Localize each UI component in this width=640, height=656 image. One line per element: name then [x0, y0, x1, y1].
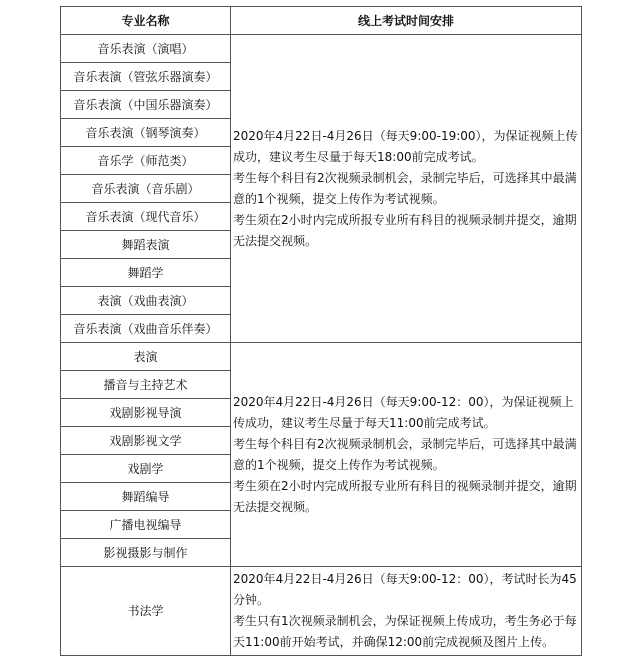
exam-schedule-table [60, 6, 582, 656]
schedule-paragraph: 2020年4月22日-4月26日（每天9:00-19:00），为保证视频上传成功，建议考生尽量于每天18:00前完成考试。 [233, 128, 578, 164]
schedule-cell [231, 343, 582, 567]
schedule-paragraph: 考生每个科目有2次视频录制机会，录制完毕后，可选择其中最满意的1个视频，提交上传作为考试视频。 [233, 170, 577, 206]
major-name-cell: 表演（戏曲表演） [61, 287, 231, 315]
schedule-paragraph: 2020年4月22日-4月26日（每天9:00-12：00），考试时长为45分钟。 [233, 572, 577, 607]
table-body [61, 35, 582, 656]
major-name-cell: 音乐表演（中国乐器演奏） [61, 91, 231, 119]
table-row [61, 35, 582, 63]
header-major-name: 专业名称 [61, 7, 231, 35]
major-name-cell: 表演 [61, 343, 231, 371]
major-name-cell: 音乐学（师范类） [61, 147, 231, 175]
major-name-cell: 舞蹈表演 [61, 231, 231, 259]
table-row [61, 567, 582, 656]
major-name-cell: 戏剧影视导演 [61, 399, 231, 427]
header-schedule: 线上考试时间安排 [231, 7, 582, 35]
major-name-cell: 播音与主持艺术 [61, 371, 231, 399]
schedule-cell [231, 567, 582, 656]
major-name-cell: 戏剧影视文学 [61, 427, 231, 455]
major-name-cell: 戏剧学 [61, 455, 231, 483]
major-name-cell: 书法学 [61, 567, 231, 656]
schedule-paragraph: 考生只有1次视频录制机会，为保证视频上传成功，考生务必于每天11:00前开始考试，并确保12:00前完成视频及图片上传。 [233, 614, 577, 649]
major-name-cell: 舞蹈学 [61, 259, 231, 287]
header-row [61, 7, 582, 35]
schedule-cell [231, 35, 582, 343]
major-name-cell: 舞蹈编导 [61, 483, 231, 511]
major-name-cell: 音乐表演（音乐剧） [61, 175, 231, 203]
schedule-paragraph: 考生每个科目有2次视频录制机会，录制完毕后，可选择其中最满意的1个视频，提交上传作为考试视频。 [233, 436, 577, 472]
major-name-cell: 广播电视编导 [61, 511, 231, 539]
schedule-paragraph: 考生须在2小时内完成所报专业所有科目的视频录制并提交，逾期无法提交视频。 [233, 478, 577, 514]
major-name-cell: 音乐表演（钢琴演奏） [61, 119, 231, 147]
major-name-cell: 音乐表演（演唱） [61, 35, 231, 63]
major-name-cell: 音乐表演（管弦乐器演奏） [61, 63, 231, 91]
major-name-cell: 影视摄影与制作 [61, 539, 231, 567]
exam-schedule-document [60, 6, 582, 656]
schedule-paragraph: 考生须在2小时内完成所报专业所有科目的视频录制并提交，逾期无法提交视频。 [233, 212, 577, 248]
table-row [61, 343, 582, 371]
major-name-cell: 音乐表演（现代音乐） [61, 203, 231, 231]
major-name-cell: 音乐表演（戏曲音乐伴奏） [61, 315, 231, 343]
schedule-paragraph: 2020年4月22日-4月26日（每天9:00-12：00），为保证视频上传成功，建议考生尽量于每天11:00前完成考试。 [233, 394, 574, 430]
